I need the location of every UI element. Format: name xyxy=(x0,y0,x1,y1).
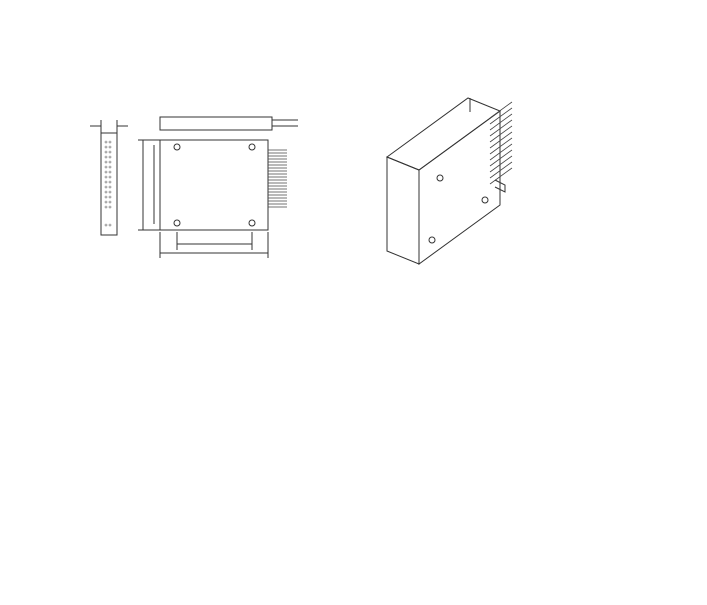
dimension-drawing xyxy=(0,0,707,300)
